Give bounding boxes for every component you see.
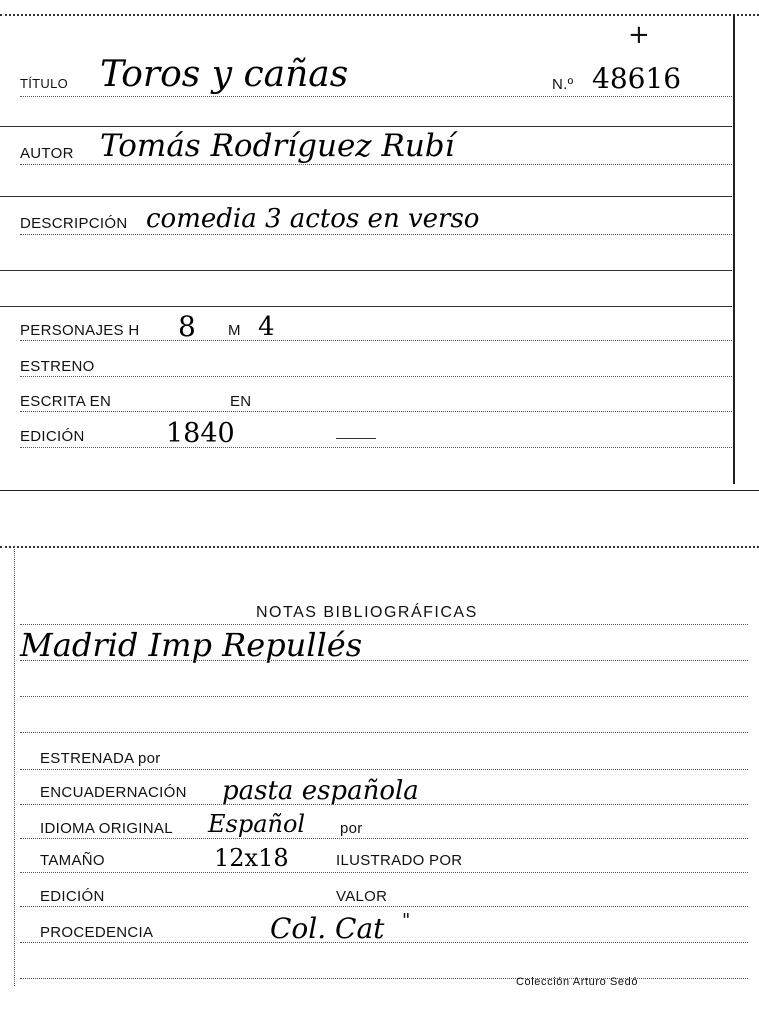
descripcion-label: DESCRIPCIÓN — [20, 215, 128, 232]
rule-encuadernacion — [20, 804, 748, 805]
edicion-value: 1840 — [166, 418, 235, 449]
rule-autor — [20, 164, 732, 165]
notas-heading: NOTAS BIBLIOGRÁFICAS — [256, 604, 478, 621]
card-left-edge — [14, 546, 16, 986]
encuadernacion-value: pasta española — [222, 776, 419, 806]
rule-estrenada — [20, 769, 748, 770]
personajes-m-value: 4 — [258, 312, 275, 342]
rule-notas-top — [20, 624, 748, 625]
procedencia-value: Col. Cat — [270, 912, 385, 945]
rule-personajes — [20, 340, 732, 341]
escrita-label: ESCRITA EN — [20, 393, 112, 410]
personajes-m-label: M — [228, 322, 241, 339]
corner-mark: + — [628, 20, 650, 50]
tamano-value: 12x18 — [214, 844, 289, 872]
card-top-edge — [0, 14, 759, 16]
rule-sep-4 — [0, 306, 732, 307]
rule-edicion — [20, 447, 732, 448]
edicion-back-label: EDICIÓN — [40, 888, 105, 905]
numero-label: N.º — [552, 76, 574, 93]
rule-notas-3 — [20, 732, 748, 733]
autor-label: AUTOR — [20, 145, 74, 162]
autor-value: Tomás Rodríguez Rubí — [100, 128, 455, 164]
ilustrado-label: ILUSTRADO POR — [336, 852, 463, 869]
estreno-label: ESTRENO — [20, 358, 95, 375]
pen-stroke — [336, 438, 376, 439]
rule-sep-2 — [0, 196, 732, 197]
rule-tamano — [20, 872, 748, 873]
idioma-value: Español — [208, 810, 306, 838]
catalog-card-front — [0, 0, 759, 494]
encuadernacion-label: ENCUADERNACIÓN — [40, 784, 187, 801]
card-right-edge — [733, 14, 735, 484]
coleccion-stamp: Colección Arturo Sedó — [516, 976, 639, 988]
titulo-label: TÍTULO — [20, 76, 69, 91]
card-top-edge — [0, 546, 759, 548]
notas-value: Madrid Imp Repullés — [20, 626, 363, 664]
rule-estreno — [20, 376, 732, 377]
en-label: EN — [230, 393, 252, 410]
personajes-label: PERSONAJES H — [20, 322, 140, 339]
rule-procedencia — [20, 942, 748, 943]
card-bottom-edge — [0, 490, 759, 491]
personajes-h-value: 8 — [178, 310, 196, 343]
valor-label: VALOR — [336, 888, 388, 905]
rule-titulo — [20, 96, 732, 97]
procedencia-label: PROCEDENCIA — [40, 924, 154, 941]
rule-edicion-back — [20, 906, 748, 907]
ditto-mark: " — [402, 910, 411, 931]
tamano-label: TAMAÑO — [40, 852, 105, 869]
rule-sep-3 — [0, 270, 732, 271]
edicion-label: EDICIÓN — [20, 428, 85, 445]
titulo-value: Toros y cañas — [100, 54, 349, 95]
numero-value: 48616 — [592, 62, 682, 95]
rule-descripcion — [20, 234, 732, 235]
rule-escrita — [20, 411, 732, 412]
rule-notas-1 — [20, 660, 748, 661]
idioma-label: IDIOMA ORIGINAL — [40, 820, 173, 837]
rule-notas-2 — [20, 696, 748, 697]
por-label: por — [340, 820, 363, 837]
estrenada-label: ESTRENADA por — [40, 750, 161, 767]
rule-idioma — [20, 838, 748, 839]
rule-sep-1 — [0, 126, 732, 127]
rule-bottom — [20, 978, 748, 979]
descripcion-value: comedia 3 actos en verso — [146, 204, 480, 234]
catalog-card-back — [0, 540, 759, 1028]
